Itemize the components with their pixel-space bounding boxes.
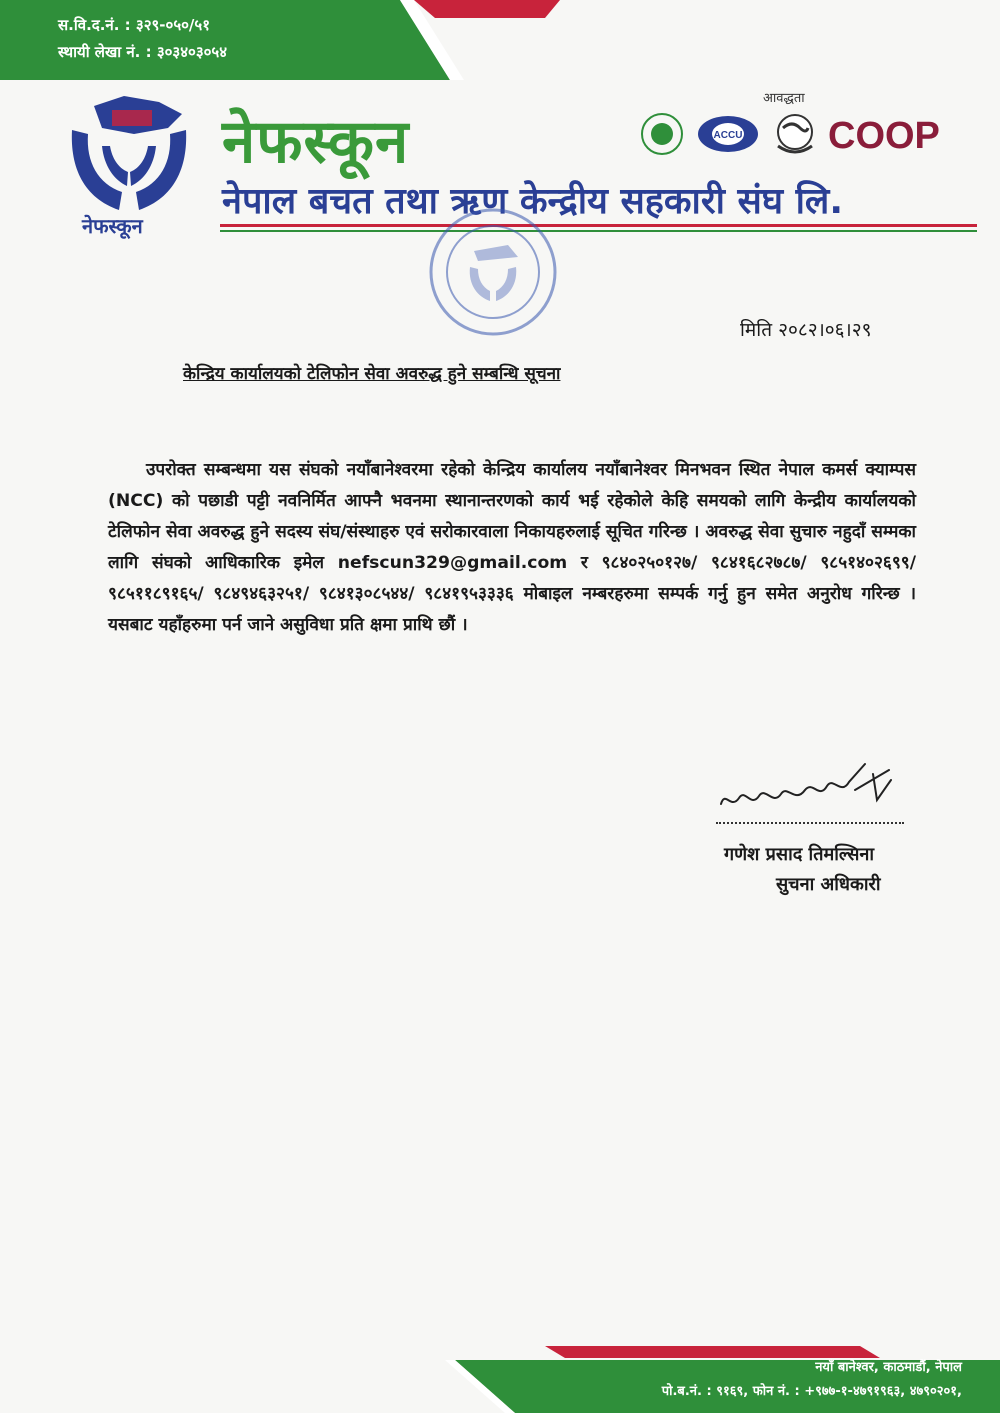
org-full-name: नेपाल बचत तथा ऋण केन्द्रीय सहकारी संघ लि. <box>222 181 843 222</box>
signature-line <box>716 822 904 824</box>
header-rule-red <box>220 224 977 227</box>
affiliation-label: आवद्धता <box>763 91 805 106</box>
footer-contact <box>662 1356 962 1404</box>
letter-date: मिति २०८२।०६।२९ <box>740 319 872 341</box>
signatory-name: गणेश प्रसाद तिमल्सिना <box>724 844 875 865</box>
affiliation-logos <box>640 108 940 160</box>
registration-number: स.वि.द.नं. : ३२९-०५०/५१ <box>58 16 210 34</box>
globe-hands-icon <box>778 115 812 152</box>
registration-info <box>58 12 227 66</box>
accu-logo <box>698 116 758 152</box>
header-rule-green <box>220 230 977 232</box>
letter-body-text: उपरोक्त सम्बन्धमा यस संघको नयाँबानेश्वरमा रहेको केन्द्रिय कार्यालय नयाँबानेश्वर मिनभवन स्थित नेपाल कमर्स क्याम्पस (NCC) को पछाडी पट्टी नवनिर्मित आफ्नै भवनमा स्थानान्तरणको कार्य भई रहेकोले केहि समयको लागि केन्द्रीय कार्यालयको टेलिफोन सेवा अवरुद्ध हुने सदस्य संघ/संस्थाहरु एवं सरोकारवाला निकायहरुलाई सूचित गरिन्छ । अवरुद्ध सेवा सुचारु नहुदाँ सम्मका लागि संघको आधिकारिक इमेल nefscun329@gmail.com र ९८४०२५०१२७/ ९८४१६८२७८७/ ९८५१४०२६९९/ ९८५११८९१६५/ ९८४९४६३२५१/ ९८४१३०८५४४/ ९८४१९५३३३६ मोबाइल नम्बरहरुमा सम्पर्क गर्नु हुन समेत अनुरोध गरिन्छ । यसबाट यहाँहरुमा पर्न जाने असुविधा प्रति क्षमा प्राथि छौं । <box>108 460 916 635</box>
letter-body <box>108 455 916 641</box>
logo-caption: नेफस्कून <box>82 214 143 238</box>
affiliation-accu: ACCU <box>713 130 743 141</box>
footer-phone: पो.ब.नं. : ९१६९, फोन नं. : +९७७-१-४७९१९६३, ४७९०२०१, <box>661 1384 962 1399</box>
official-stamp <box>418 205 568 340</box>
footer-address: नयाँ बानेश्वर, काठमाडौं, नेपाल <box>815 1360 962 1375</box>
signatory-title: सुचना अधिकारी <box>776 874 881 895</box>
signature <box>715 760 905 822</box>
letter-subject: केन्द्रिय कार्यालयको टेलिफोन सेवा अवरुद्ध हुने सम्बन्धि सूचना <box>183 364 561 384</box>
cooperative-seal-icon <box>642 114 682 154</box>
pan-number: स्थायी लेखा नं. : ३०३४०३०५४ <box>58 43 228 61</box>
org-short-name: नेफस्कून <box>222 107 410 177</box>
affiliation-coop: COOP <box>828 115 940 157</box>
